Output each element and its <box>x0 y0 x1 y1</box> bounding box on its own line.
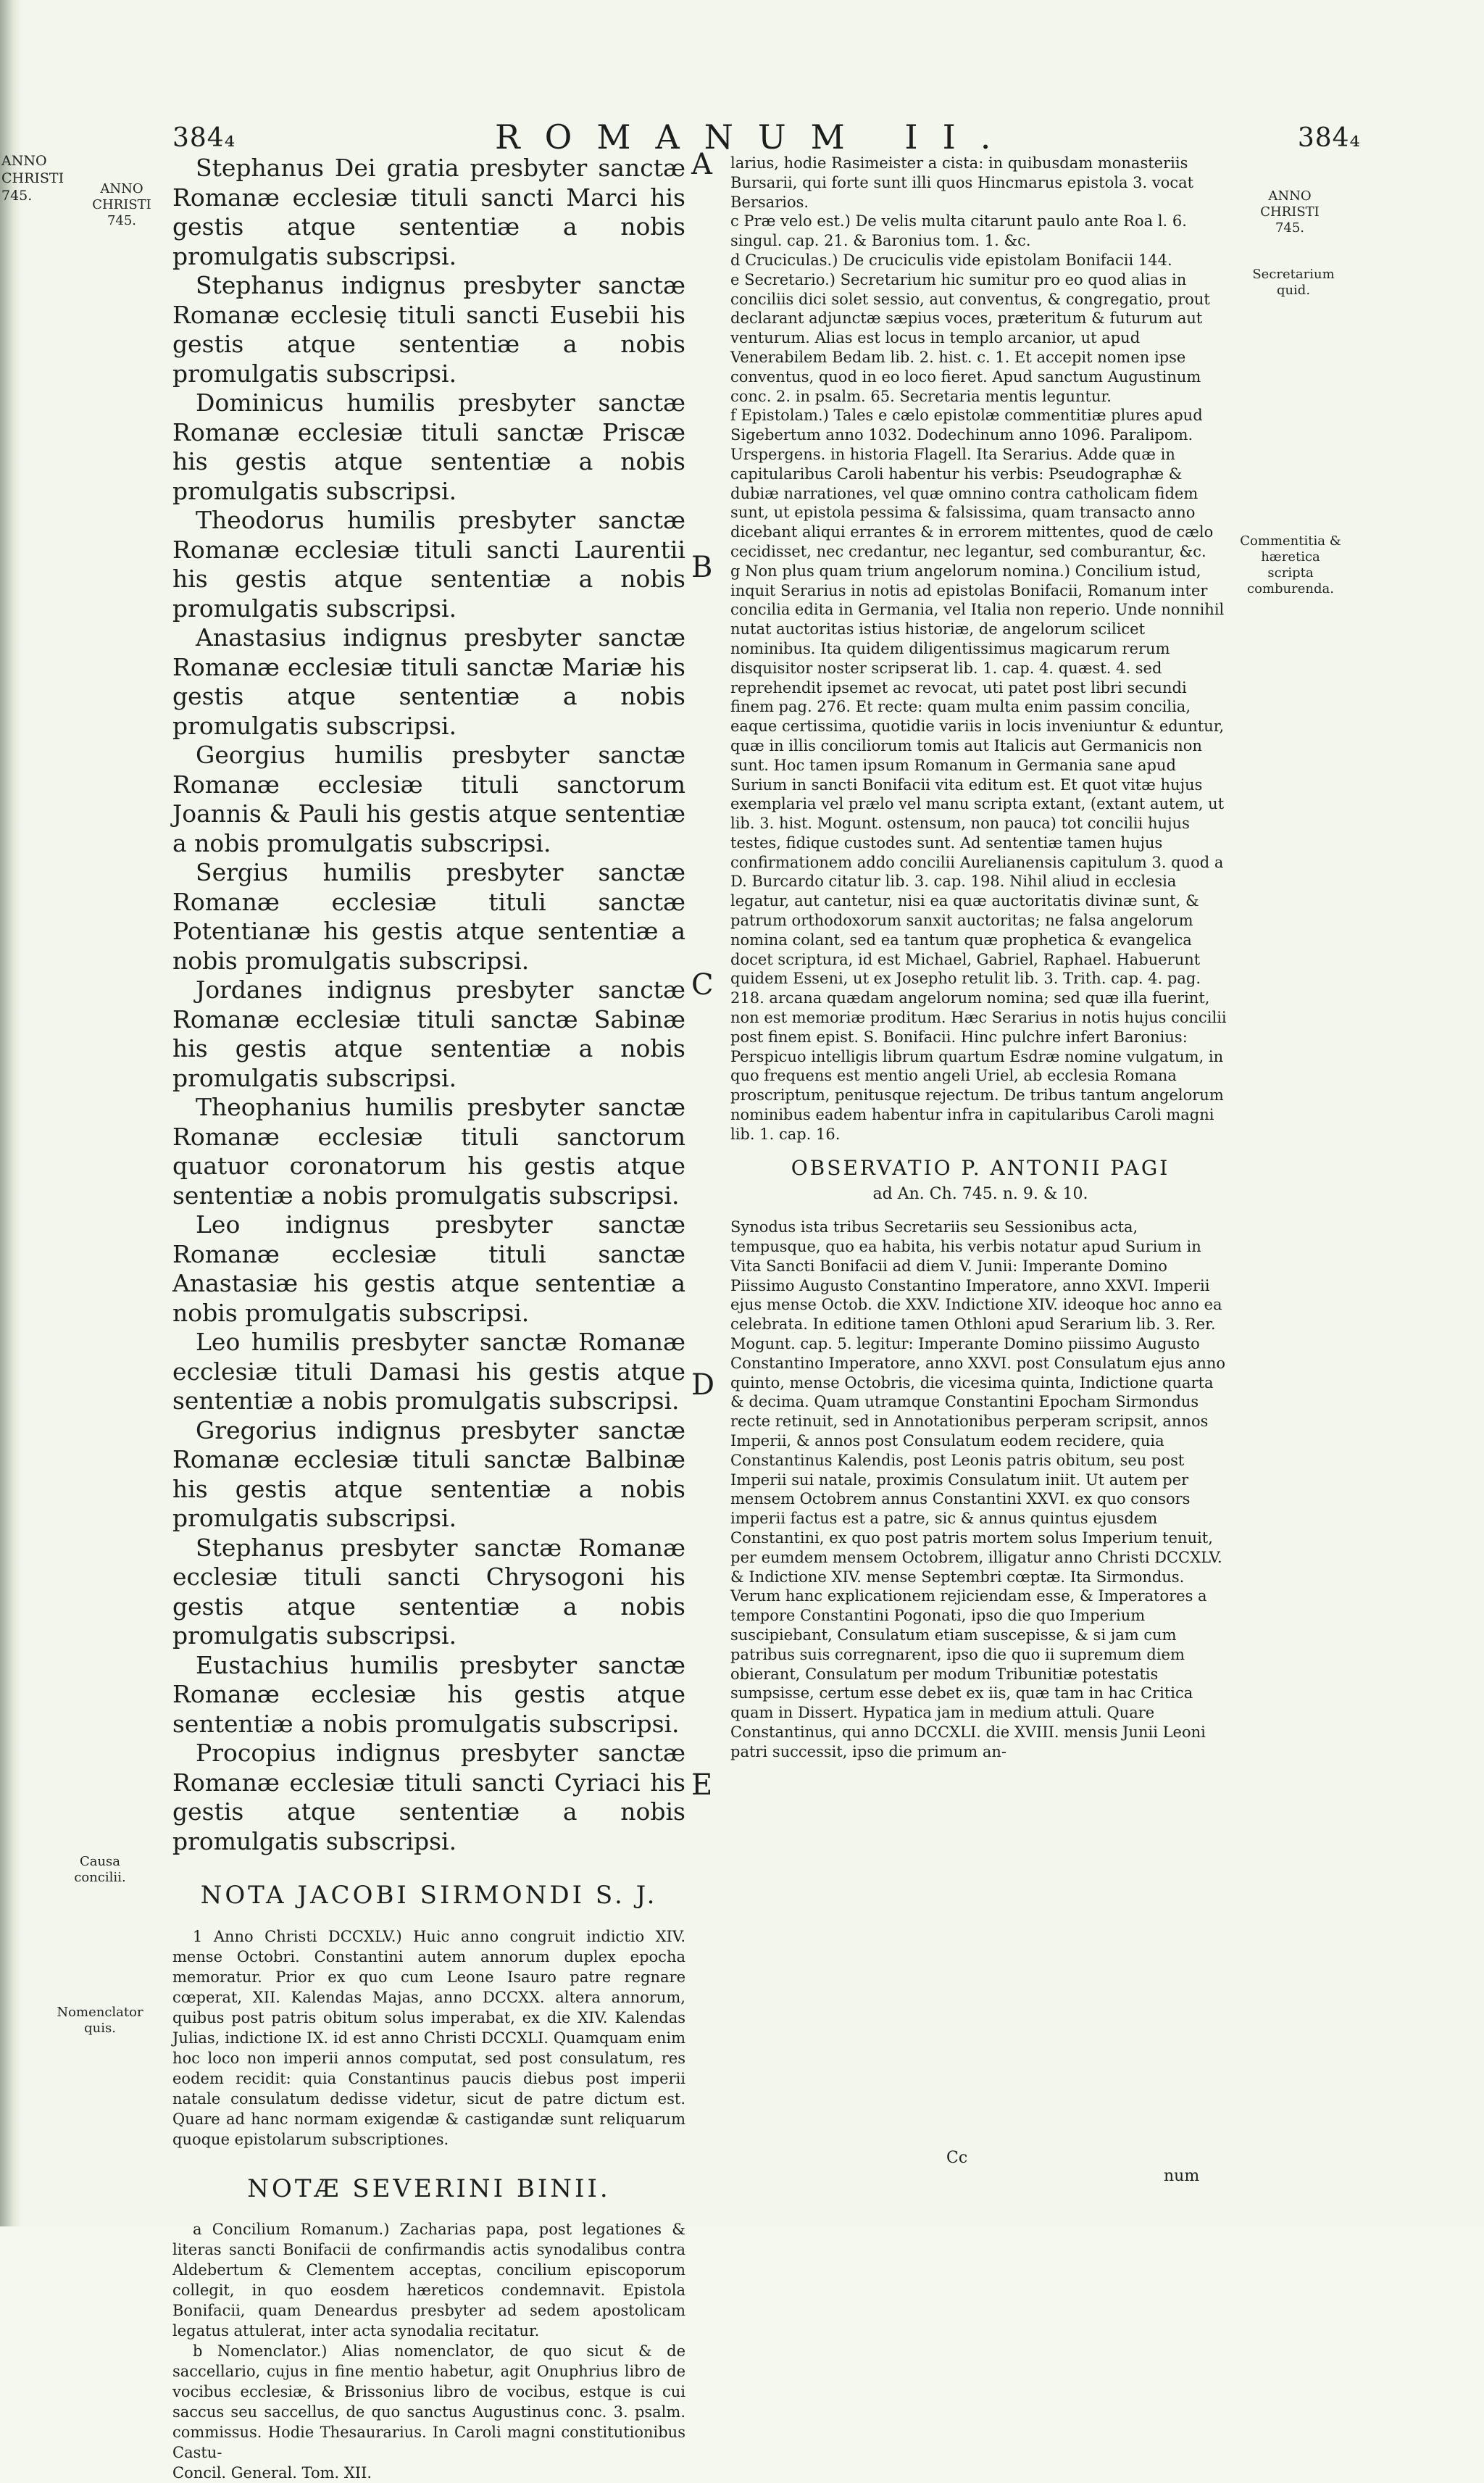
subscription-entry: Sergius humilis presbyter sanctæ Romanæ ecclesiæ tituli sanctæ Potentianæ his gestis atque sententiæ a nobis promulgatis subscripsi. <box>172 858 685 975</box>
signature-mark: Cc <box>946 2149 968 2167</box>
section-letter-d: D <box>691 1368 715 1402</box>
note-f: f Epistolam.) Tales e cælo epistolæ commentitiæ plures apud Sigebertum anno 1032. Dodechinum anno 1096. Paralipom. Urspergens. in historia Flagell. Ita Serarius. Adde quæ in capitularibus Caroli habentur his verbis: Pseudographæ & dubiæ narrationes, vel quæ omnino contra catholicam fidem sunt, ut epistola pessima & falsissima, quam transacto anno dicebant aliqui errantes & in errorem mittentes, quod de cælo cecidisset, nec credantur, nec legantur, sed comburantur, &c. <box>730 407 1214 560</box>
binii-note-b: b Nomenclator.) Alias nomenclator, de quo sicut & de saccellario, cujus in fine mentio habetur, agit Onuphrius libro de vocibus ecclesiæ, & Brissonius libro de vocibus, estque is cui saccus seu saccellus, de quo sanctus Augustinus conc. 3. psalm. commissus. Hodie Thesaurarius. In Caroli magni constitutionibus Castu- <box>172 2342 685 2461</box>
margin-commentitia: Commentitia & hæretica scripta comburenda. <box>1240 533 1341 596</box>
sirmondi-note <box>172 1926 685 2150</box>
subscription-entry: Leo indignus presbyter sanctæ Romanæ ecclesiæ tituli sanctæ Anastasiæ his gestis atque sententiæ a nobis promulgatis subscripsi. <box>172 1210 685 1327</box>
note-e: e Secretario.) Secretarium hic sumitur pro eo quod alias in conciliis dici solet sessio, aut conventus, & congregatio, prout declarant adjunctæ sæpius voces, præteritum & futurum aut venturum. Alias est locus in templo arcanior, ut apud Venerabilem Bedam lib. 2. hist. c. 1. Et accepit nomen ipse conventus, quod in eo loco fieret. Apud sanctum Augustinum conc. 2. in psalm. 65. Secretaria mentis leguntur. <box>730 270 1210 405</box>
note-g: g Non plus quam trium angelorum nomina.) Concilium istud, inquit Serarius in notis ad epistolas Bonifacii, Romanum inter concilia edita in Germania, vel Italia non reperio. Unde nonnihil nutat auctoritas istius historiæ, de angelorum scilicet nominibus. Ita quidem diligentissimus magicarum rerum disquisitor noster scripserat lib. 1. cap. 4. quæst. 4. sed reprehendit ipsemet ac revocat, uti patet post libri secundi finem pag. 276. Et recte: quam multa enim passim concilia, eaque certissima, quotidie variis in locis inveniuntur & eduntur, quæ in illis conciliorum tomis aut Italicis aut Germanicis non sunt. Hoc tamen ipsum Romanum in Germania sane apud Surium in sancti Bonifacii vita editum est. Et quot vitæ hujus exemplaria vel prælo vel manu scripta extant, (extant autem, ut lib. 3. hist. Mogunt. ostensum, non pauca) tot concilii hujus testes, fidique custodes sunt. Ad sententiæ tamen hujus confirmationem addo concilii Aurelianensis capitulum 3. quod a D. Burcardo citatur lib. 3. cap. 198. Nihil aliud in ecclesia legatur, aut cantetur, nisi ea quæ auctoritatis divinæ sunt, & patrum orthodoxorum sanxit auctoritas; ne falsa angelorum nomina colant, sed ea tantum quæ prophetica & evangelica docet scriptura, id est Michael, Gabriel, Raphael. Habuerunt quidem Esseni, ut ex Josepho retulit lib. 3. Trith. cap. 4. pag. 218. arcana quædam angelorum nomina; sed quæ illa fuerint, non est memoriæ proditum. Hæc Serarius in notis hujus concilii post finem epist. S. Bonifacii. Hinc pulchre infert Baronius: Perspicuo intelligis librum quartum Esdræ nomine vulgatum, in quo frequens est mentio angeli Uriel, ab ecclesia Romana proscriptum, penitusque rejectum. De tribus tantum angelorum nominibus eadem habentur infra in capitularibus Caroli magni lib. 1. cap. 16. <box>730 562 1227 1143</box>
binii-footer: Concil. General. Tom. XII. <box>172 2464 372 2482</box>
subscription-entry: Leo humilis presbyter sanctæ Romanæ ecclesiæ tituli Damasi his gestis atque sententiæ a nobis promulgatis subscripsi. <box>172 1328 685 1415</box>
note-d: d Cruciculas.) De cruciculis vide epistolam Bonifacii 144. <box>730 251 1172 269</box>
catchword: num <box>1164 2167 1200 2185</box>
subscription-entry: Stephanus indignus presbyter sanctæ Romanæ ecclesię tituli sancti Eusebii his gestis atque sententiæ a nobis promulgatis subscripsi. <box>172 271 685 388</box>
subscription-entry: Stephanus Dei gratia presbyter sanctæ Romanæ ecclesiæ tituli sancti Marci his gestis atque sententiæ a nobis promulgatis subscripsi. <box>172 154 685 270</box>
page-number-right: 384₄ <box>1297 123 1361 153</box>
binii-title: NOTÆ SEVERINI BINII. <box>247 2174 611 2203</box>
margin-causa: Causa concilii. <box>74 1854 126 1885</box>
section-letter-b: B <box>691 551 713 584</box>
running-title: ROMANUM II. <box>495 117 1016 157</box>
binding-spine <box>0 0 22 2226</box>
facing-page-edge: ANNO CHRISTI 745. <box>1 153 64 204</box>
subscription-entry: Eustachius humilis presbyter sanctæ Romanæ ecclesiæ his gestis atque sententiæ a nobis promulgatis subscripsi. <box>172 1650 685 1738</box>
subscription-entry: Gregorius indignus presbyter sanctæ Romanæ ecclesiæ tituli sanctæ Balbinæ his gestis atque sententiæ a nobis promulgatis subscripsi. <box>172 1415 685 1532</box>
binii-note-a: a Concilium Romanum.) Zacharias papa, post legationes & literas sancti Bonifacii de confirmandis actis synodalibus contra Aldebertum & Clementem acceptas, concilium episcoporum collegit, in quo eosdem hæreticos condemnavit. Epistola Bonifacii, quam Deneardus presbyter ad sedem apostolicam legatus attulerat, inter acta synodalia recitatur. <box>172 2221 685 2339</box>
sirmondi-text: 1 Anno Christi DCCXLV.) Huic anno congruit indictio XIV. mense Octobri. Constantini autem annorum duplex epocha memoratur. Prior ex quo cum Leone Isauro patre regnare cœperat, XII. Kalendas Majas, anno DCCXX. altera annorum, quibus post patris obitum solus imperabat, ex die XIV. Kalendas Julias, indictione IX. id est anno Christi DCCXLI. Quamquam enim hoc loco non imperii annos computat, sed post consulatum, res eodem recidit: quia Constantinus paucis diebus post imperii natale consulatum dedisse videtur, sicut de patre dictum est. Quare ad hanc normam exigendæ & castigandæ sunt reliquarum quoque epistolarum subscriptiones. <box>172 1927 685 2148</box>
pagi-subtitle: ad An. Ch. 745. n. 9. & 10. <box>872 1185 1088 1204</box>
section-letter-a: A <box>691 148 712 181</box>
note-continuation: larius, hodie Rasimeister a cista: in quibusdam monasteriis Bursarii, qui forte sunt illi quos Hincmarus epistola 3. vocat Bersarios. <box>730 154 1194 211</box>
margin-anno-right: ANNO CHRISTI 745. <box>1260 188 1320 236</box>
binii-notes <box>172 2219 685 2483</box>
sirmondi-title: NOTA JACOBI SIRMONDI S. J. <box>200 1881 658 1910</box>
page-number-left: 384₄ <box>172 123 236 153</box>
pagi-title: OBSERVATIO P. ANTONII PAGI <box>791 1155 1170 1180</box>
section-letter-e: E <box>691 1768 713 1802</box>
margin-secretarium: Secretarium quid. <box>1252 267 1335 298</box>
right-column <box>730 154 1230 1762</box>
subscription-entry: Stephanus presbyter sanctæ Romanæ ecclesiæ tituli sancti Chrysogoni his gestis atque sententiæ a nobis promulgatis subscripsi. <box>172 1533 685 1650</box>
left-column <box>172 154 685 2483</box>
subscription-entry: Theodorus humilis presbyter sanctæ Romanæ ecclesiæ tituli sancti Laurentii his gestis atque sententiæ a nobis promulgatis subscripsi. <box>172 506 685 623</box>
section-letter-c: C <box>691 968 714 1002</box>
pagi-text: Synodus ista tribus Secretariis seu Sessionibus acta, tempusque, quo ea habita, his verbis notatur apud Surium in Vita Sancti Bonifacii ad diem V. Junii: Imperante Domino Piissimo Augusto Constantino Imperatore, anno XXVI. Imperii ejus mense Octob. die XXV. Indictione XIV. ideoque hoc anno ea celebrata. In editione tamen Othloni apud Serarium lib. 3. Rer. Mogunt. cap. 5. legitur: Imperante Domino piissimo Augusto Constantino Imperatore, anno XXVI. post Consulatum ejus anno quinto, mense Octobris, die vicesima quinta, Indictione quarta & decima. Quam utramque Constantini Epocham Sirmondus recte retinuit, sed in Annotationibus perperam scripsit, annos Imperii, & annos post Consulatum eodem recidere, quia Constantinus Kalendis, post Leonis patris obitum, seu post Imperii sui natale, proximis Consulatum iniit. Ut autem per mensem Octobrem annus Constantini XXVI. ex quo consors imperii factus est a patre, sic & annus quintus ejusdem Constantini, ex quo post patris mortem solus Imperium tenuit, per eumdem mensem Octobrem, illigatur anno Christi DCCXLV. & Indictione XIV. mense Septembri cœptæ. Ita Sirmondus. Verum hanc explicationem rejiciendam esse, & Imperatores a tempore Constantini Pogonati, ipso die quo Imperium suscipiebant, Consulatum etiam suscepisse, & si jam cum patribus suis corregnarent, ipso die quo ii supremum diem obierant, Consulatum per modum Tribunitiæ potestatis sumpsisse, certum esse debet ex iis, quæ tam in hac Critica quam in Dissert. Hypatica jam in medium attuli. Quare Constantinus, qui anno DCCXLI. die XVIII. mensis Junii Leoni patri successit, ipso die primum an- <box>730 1218 1226 1760</box>
subscription-entry: Dominicus humilis presbyter sanctæ Romanæ ecclesiæ tituli sanctæ Priscæ his gestis atque sententiæ a nobis promulgatis subscripsi. <box>172 388 685 505</box>
subscription-entry: Procopius indignus presbyter sanctæ Romanæ ecclesiæ tituli sancti Cyriaci his gestis atque sententiæ a nobis promulgatis subscripsi. <box>172 1739 685 1855</box>
subscription-entry: Anastasius indignus presbyter sanctæ Romanæ ecclesiæ tituli sanctæ Mariæ his gestis atque sententiæ a nobis promulgatis subscripsi. <box>172 623 685 740</box>
margin-anno-left: ANNO CHRISTI 745. <box>92 181 151 228</box>
subscription-entry: Jordanes indignus presbyter sanctæ Romanæ ecclesiæ tituli sanctæ Sabinæ his gestis atque sententiæ a nobis promulgatis subscripsi. <box>172 976 685 1092</box>
note-c: c Præ velo est.) De velis multa citarunt paulo ante Roa l. 6. singul. cap. 21. & Baronius tom. 1. &c. <box>730 212 1187 250</box>
subscription-entry: Georgius humilis presbyter sanctæ Romanæ ecclesiæ tituli sanctorum Joannis & Pauli his gestis atque sententiæ a nobis promulgatis subscripsi. <box>172 741 685 857</box>
subscription-entry: Theophanius humilis presbyter sanctæ Romanæ ecclesiæ tituli sanctorum quatuor coronatorum his gestis atque sententiæ a nobis promulgatis subscripsi. <box>172 1093 685 1210</box>
margin-nomenclator: Nomenclator quis. <box>57 2005 143 2036</box>
page-header <box>172 116 1361 159</box>
